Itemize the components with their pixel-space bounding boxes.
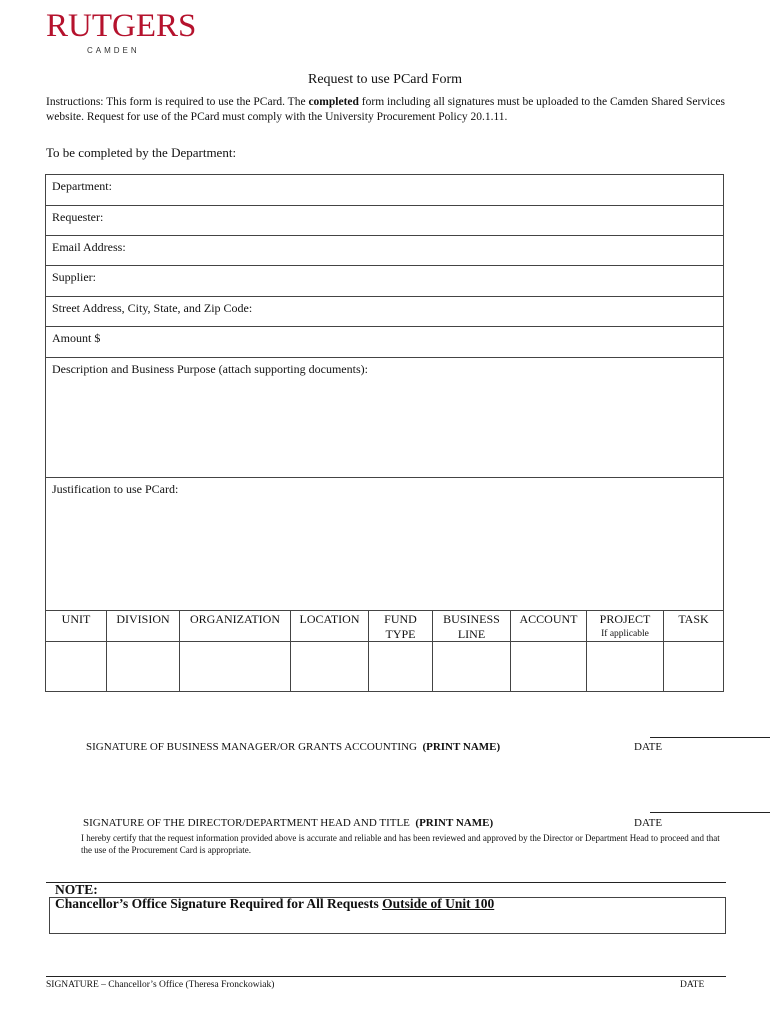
logo-campus: CAMDEN — [87, 46, 140, 55]
instructions-prefix: Instructions: This form is required to use the PCard. The — [46, 96, 309, 108]
amount-field[interactable] — [46, 327, 723, 358]
requester-label: Requester: — [52, 210, 104, 224]
description-label: Description and Business Purpose (attach supporting documents): — [52, 362, 368, 376]
location-header: LOCATION — [299, 612, 360, 626]
fund-label: FUND — [384, 612, 417, 626]
project-note: If applicable — [601, 629, 649, 639]
print-name-1: (PRINT NAME) — [422, 741, 501, 753]
chancellor-signature-line[interactable] — [46, 976, 726, 977]
division-header: DIVISION — [116, 612, 170, 626]
organization-header: ORGANIZATION — [190, 612, 280, 626]
business-line-column[interactable] — [433, 611, 511, 692]
fund-type-header — [369, 611, 432, 642]
account-grid — [46, 611, 723, 692]
rutgers-logo — [46, 8, 196, 44]
note-underlined: Outside of Unit 100 — [382, 896, 495, 911]
chancellor-signature-label: SIGNATURE – Chancellor’s Office (Theresa Fronckowiak) — [46, 980, 275, 990]
project-label: PROJECT — [599, 612, 651, 626]
line-label: LINE — [457, 627, 486, 641]
chancellor-note — [55, 883, 494, 911]
business-manager-text: SIGNATURE OF BUSINESS MANAGER/OR GRANTS ACCOUNTING — [86, 741, 417, 753]
note-text: Chancellor’s Office Signature Required for All Requests — [55, 896, 383, 911]
email-field[interactable] — [46, 236, 723, 266]
account-column[interactable] — [511, 611, 587, 692]
department-field[interactable] — [46, 175, 723, 206]
unit-column[interactable] — [46, 611, 107, 692]
description-field[interactable] — [46, 358, 723, 478]
justification-field[interactable] — [46, 478, 723, 611]
logo-wordmark: RUTGERS — [46, 8, 197, 44]
amount-label: Amount $ — [52, 331, 101, 345]
justification-label: Justification to use PCard: — [52, 482, 179, 496]
task-header: TASK — [678, 612, 709, 626]
business-line-header — [433, 611, 510, 642]
business-manager-signature-label — [86, 741, 500, 753]
director-signature-label — [83, 817, 493, 829]
business-manager-date-line[interactable] — [650, 737, 770, 738]
instructions-suffix: form including all signatures must be uploaded to the Camden Shared Services website. Request for use of the PCard must comply with the University Procurement Policy 20.1.11. — [46, 96, 725, 123]
unit-header: UNIT — [61, 612, 91, 626]
account-header: ACCOUNT — [519, 612, 578, 626]
director-date-line[interactable] — [650, 812, 770, 813]
certification-statement: I hereby certify that the request information provided above is accurate and reliable and has been reviewed and approved by the Director or Department Head to proceed and that the use of the Procurement Card is appropriate. — [81, 833, 720, 855]
street-address-field[interactable] — [46, 297, 723, 327]
type-label: TYPE — [385, 627, 416, 641]
chancellor-date-label: DATE — [680, 980, 705, 990]
location-column[interactable] — [291, 611, 369, 692]
project-column[interactable] — [587, 611, 664, 692]
date-label-1: DATE — [634, 741, 663, 753]
requester-field[interactable] — [46, 206, 723, 236]
form-title: Request to use PCard Form — [308, 72, 462, 87]
instructions — [46, 95, 736, 125]
department-form — [45, 174, 724, 692]
department-label: Department: — [52, 179, 112, 193]
section-label: To be completed by the Department: — [46, 145, 237, 160]
supplier-field[interactable] — [46, 266, 723, 297]
note-label: NOTE: — [55, 882, 98, 897]
division-column[interactable] — [107, 611, 180, 692]
business-label: BUSINESS — [443, 612, 500, 626]
email-label: Email Address: — [52, 240, 126, 254]
supplier-label: Supplier: — [52, 270, 96, 284]
date-label-2: DATE — [634, 817, 663, 829]
print-name-2: (PRINT NAME) — [415, 817, 494, 829]
project-header — [587, 611, 663, 642]
director-text: SIGNATURE OF THE DIRECTOR/DEPARTMENT HEAD AND TITLE — [83, 817, 410, 829]
street-address-label: Street Address, City, State, and Zip Code: — [52, 301, 253, 315]
instructions-bold: completed — [308, 96, 359, 108]
organization-column[interactable] — [180, 611, 291, 692]
task-column[interactable] — [664, 611, 723, 692]
fund-type-column[interactable] — [369, 611, 433, 692]
